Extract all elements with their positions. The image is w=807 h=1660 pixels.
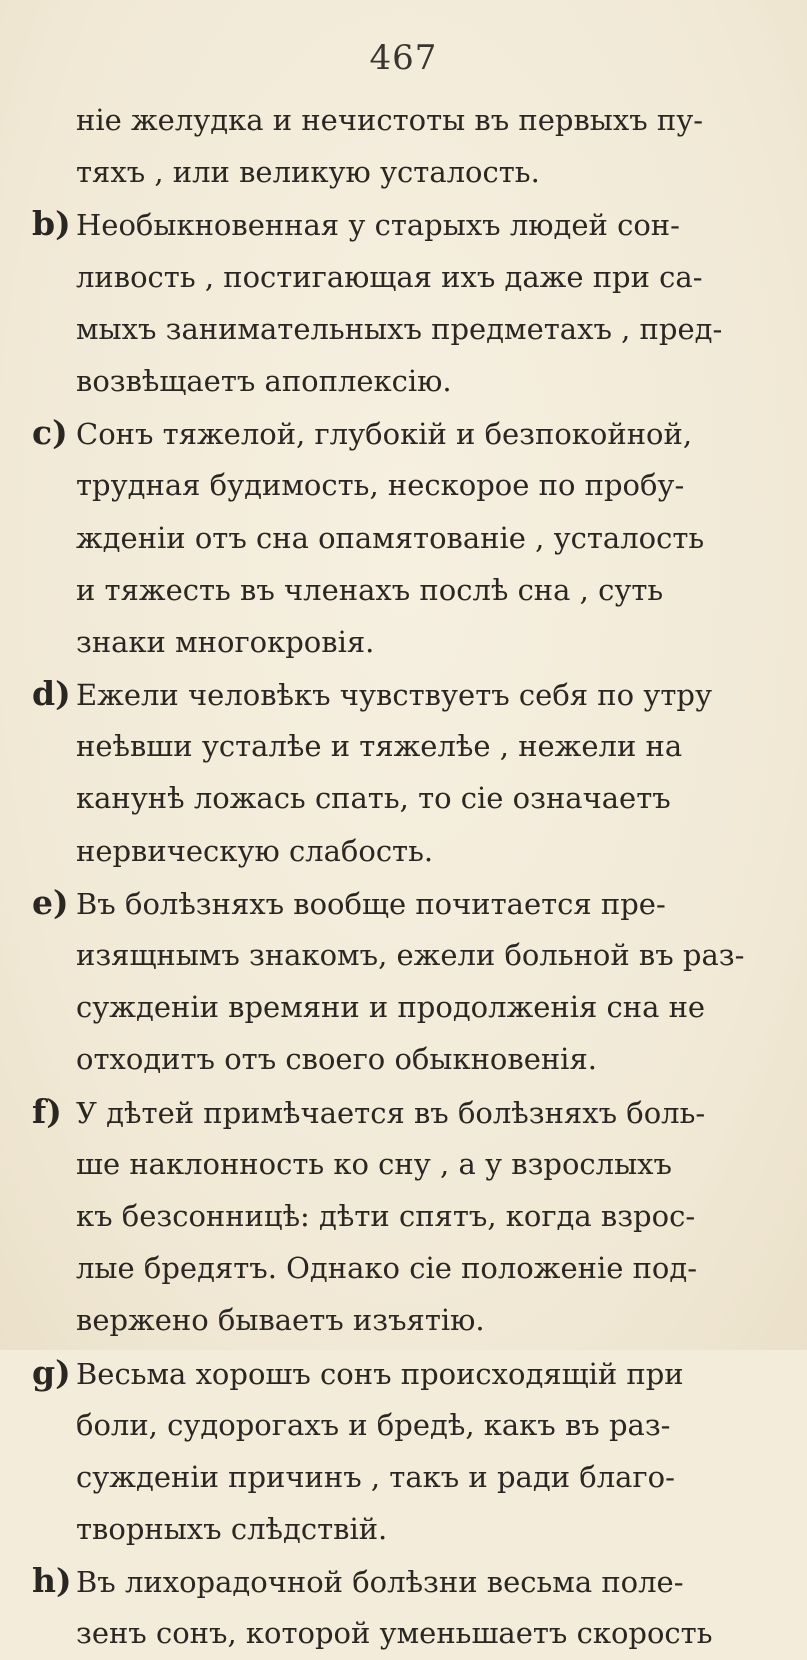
list-item-d: d) Ежели человѣкъ чувствуетъ себя по утру (32, 668, 780, 720)
text-line: знаки многокровія. (76, 624, 375, 659)
text-line: зенъ сонъ, которой уменьшаетъ скорость (76, 1616, 713, 1651)
text-line: боли, судорогахъ и бредѣ, какъ въ раз- (76, 1407, 671, 1442)
list-item-h: h) Въ лихорадочной болѣзни весьма поле- (32, 1555, 780, 1607)
text-line: ніе желудка и нечистоты въ первыхъ пу- (76, 103, 704, 137)
text-line: лые бредятъ. Однако сіе положеніе под- (76, 1251, 698, 1286)
text-line: нервическую слабость. (76, 833, 434, 868)
text-line: канунѣ ложась спать, то сіе означаетъ (76, 781, 671, 816)
item-marker: c) (32, 413, 68, 453)
text-line: отходитъ отъ своего обыкновенія. (76, 1042, 597, 1077)
text-line: мыхъ занимательныхъ предметахъ , пред- (76, 311, 723, 346)
list-item-e: e) Въ болѣзняхъ вообще почитается пре- (32, 877, 780, 929)
text-line: и тяжесть въ членахъ послѣ сна , суть (76, 572, 664, 607)
item-marker: h) (32, 1561, 72, 1601)
item-marker: g) (32, 1352, 71, 1392)
text-line: творныхъ слѣдствій. (76, 1512, 388, 1547)
text-line: сужденіи причинъ , такъ и ради благо- (76, 1459, 675, 1494)
text-line: тяхъ , или великую усталость. (76, 155, 540, 190)
text-line: жденіи отъ сна опамятованіе , усталость (76, 520, 705, 555)
page-number: 467 (369, 38, 438, 78)
list-item-f: f) У дѣтей примѣчается въ болѣзняхъ боль- (32, 1086, 780, 1138)
list-item-b: b) Необыкновенная у старыхъ людей сон- (32, 198, 780, 250)
list-item-g: g) Весьма хорошъ сонъ происходящій при (32, 1347, 780, 1399)
text-line: сужденіи времяни и продолженія сна не (76, 990, 706, 1025)
list-item-c: c) Сонъ тяжелой, глубокій и безпокойной, (32, 407, 780, 459)
text-line: ливость , постигающая ихъ даже при са- (76, 259, 703, 294)
item-marker: d) (32, 674, 71, 714)
text-line: трудная будимость, нескорое по пробу- (76, 468, 685, 503)
text-line: возвѣщаетъ апоплексію. (76, 363, 452, 398)
item-marker: b) (32, 204, 71, 244)
item-marker: e) (32, 882, 69, 922)
text-line: ше наклонность ко сну , а у взрослыхъ (76, 1146, 672, 1181)
item-marker: f) (32, 1091, 62, 1131)
text-line: вержено бываетъ изъятію. (76, 1303, 485, 1338)
text-body (32, 94, 780, 1660)
text-line: изящнымъ знакомъ, ежели больной въ раз- (76, 938, 745, 972)
text-line: неѣвши усталѣе и тяжелѣе , нежели на (76, 729, 683, 764)
text-line: къ безсонницѣ: дѣти спятъ, когда взрос- (76, 1198, 696, 1233)
